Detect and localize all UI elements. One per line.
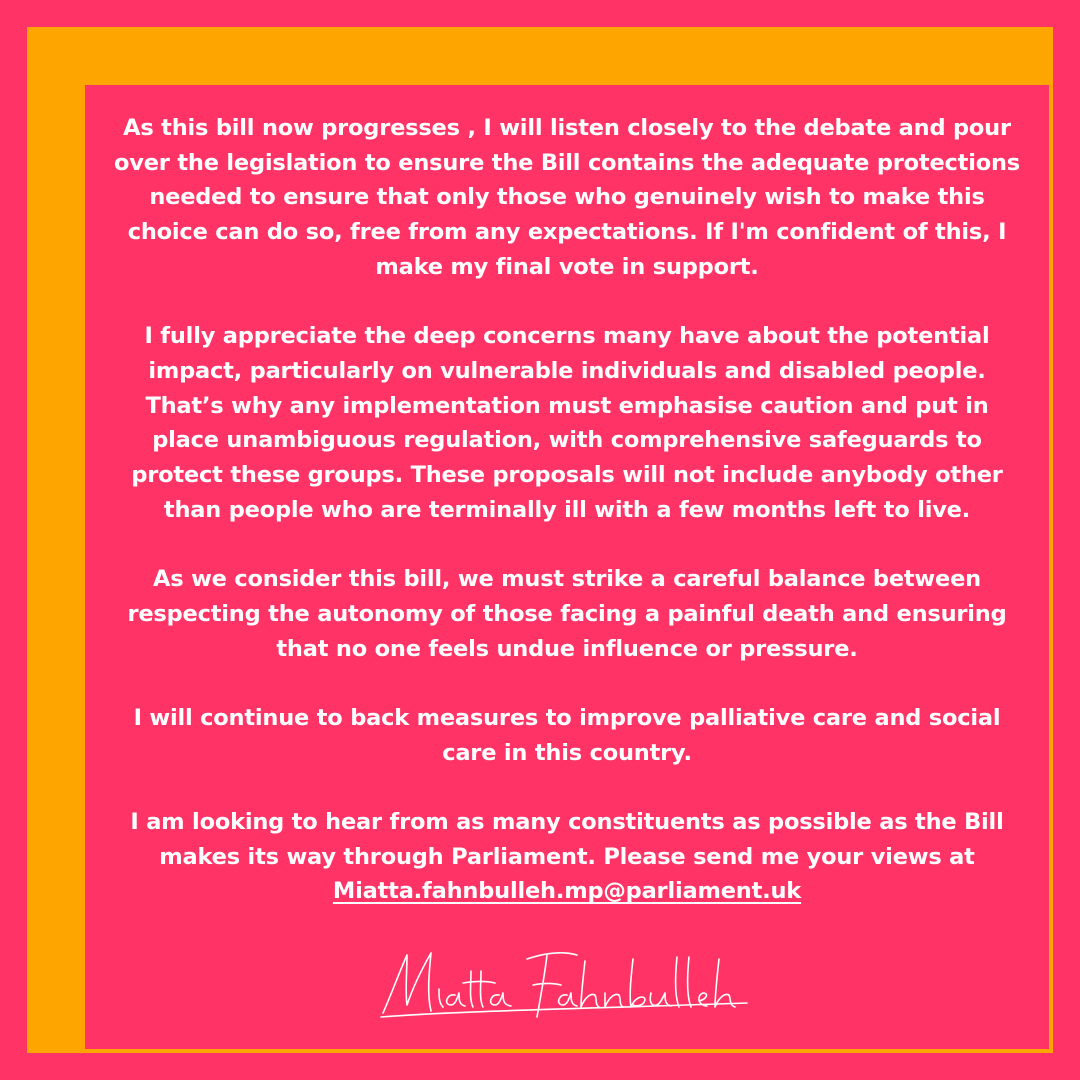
message-panel [85,85,1049,1049]
text-line: needed to ensure that only those who genuinely wish to make this [149,184,985,211]
text-line: make my final vote in support. [375,253,759,280]
text-line: choice can do so, free from any expectations. If I'm confident of this, I [127,219,1007,246]
text-line: over the legislation to ensure the Bill contains the adequate protections [114,149,1020,176]
orange-frame [27,27,1053,1053]
text-line: protect these groups. These proposals will not include anybody other [131,462,1003,489]
text-line: care in this country. [442,739,692,766]
text-line: As this bill now progresses , I will listen closely to the debate and pour [123,115,1011,141]
email-line [85,874,1049,909]
text-line: that no one feels undue influence or pressure. [276,635,858,662]
paragraph-5 [85,805,1049,909]
signature [85,943,1049,1023]
statement-text [85,111,1049,944]
text-line: I fully appreciate the deep concerns many have about the potential [144,323,990,350]
text-line: impact, particularly on vulnerable individuals and disabled people. [148,357,986,384]
text-line: respecting the autonomy of those facing a painful death and ensuring [127,600,1007,627]
paragraph-3 [85,562,1049,666]
email-link[interactable]: Miatta.fahnbulleh.mp@parliament.uk [332,878,802,905]
text-line: place unambiguous regulation, with comprehensive safeguards to [152,427,982,454]
text-line: As we consider this bill, we must strike a careful balance between [153,566,981,593]
handwritten-signature-icon [377,943,757,1023]
text-line: That’s why any implementation must emphasise caution and put in [145,392,989,419]
paragraph-1 [85,111,1049,285]
text-line: I am looking to hear from as many constituents as possible as the Bill [130,809,1004,835]
paragraph-4 [85,701,1049,770]
paragraph-2 [85,319,1049,527]
text-line: makes its way through Parliament. Please send me your views at [159,843,975,870]
text-line: than people who are terminally ill with a few months left to live. [163,496,971,523]
text-line: I will continue to back measures to improve palliative care and social [133,704,1001,731]
